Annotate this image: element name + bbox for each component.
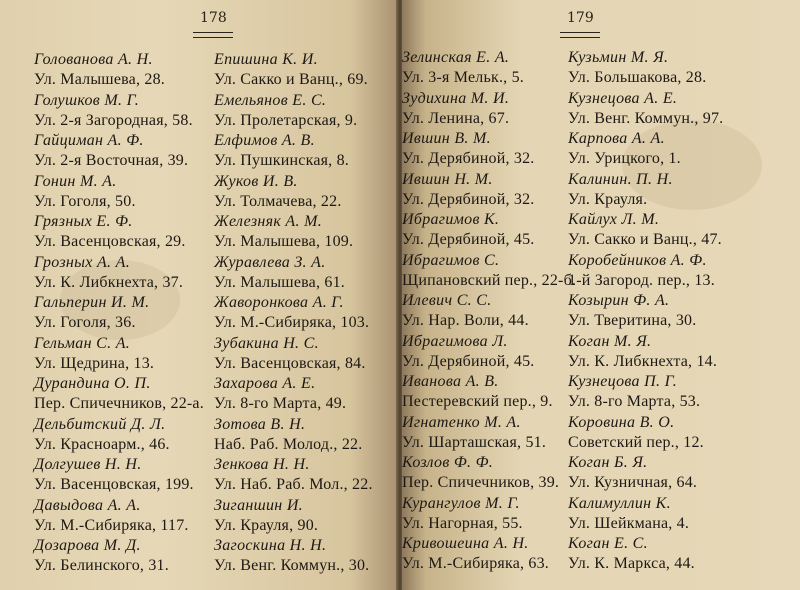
directory-entry-address: Ул. Малышева, 28. bbox=[34, 71, 165, 89]
directory-entry-address: Ул. Гоголя, 36. bbox=[34, 314, 136, 332]
directory-entry-address: Ул. Большакова, 28. bbox=[568, 69, 707, 87]
directory-entry-name: Елфимов А. В. bbox=[214, 132, 315, 149]
directory-entry-address: Ул. Толмачева, 22. bbox=[214, 192, 342, 210]
directory-entry-name: Коган Е. С. bbox=[568, 535, 648, 552]
directory-entry-name: Зиганшин И. bbox=[214, 496, 303, 514]
directory-entry-address: Ул. 8-го Марта, 53. bbox=[568, 393, 701, 411]
directory-entry-name: Карпова А. А. bbox=[568, 130, 665, 147]
directory-entry-name: Курангулов М. Г. bbox=[402, 494, 520, 512]
directory-entry-address: Ул. Шейкмана, 4. bbox=[568, 514, 690, 532]
directory-entry-address: Ул. 3-я Мельк., 5. bbox=[402, 69, 524, 87]
directory-entry-address: Наб. Раб. Молод., 22. bbox=[214, 435, 363, 453]
directory-entry-address: Ул. Ленина, 67. bbox=[402, 109, 510, 127]
directory-entry-address: Ул. Малышева, 61. bbox=[214, 273, 345, 291]
directory-entry-name: Игнатенко М. А. bbox=[402, 413, 521, 431]
directory-entry-address: Ул. Дерябиной, 45. bbox=[402, 352, 535, 370]
right-column-2 bbox=[568, 48, 723, 575]
directory-entry-name: Калимуллин К. bbox=[568, 494, 671, 512]
left-page bbox=[0, 0, 398, 590]
directory-entry-name: Зудихина М. И. bbox=[402, 89, 510, 107]
directory-entry-name: Козырин Ф. А. bbox=[568, 292, 670, 309]
right-page bbox=[402, 0, 800, 590]
directory-entry-name: Загоскина Н. Н. bbox=[214, 537, 327, 554]
directory-entry-name: Дозарова М. Д. bbox=[34, 537, 141, 554]
directory-entry-address: Ул. Тверитина, 30. bbox=[568, 312, 697, 330]
directory-entry-name: Коровина В. О. bbox=[568, 413, 675, 431]
directory-entry-name: Кузнецова П. Г. bbox=[568, 373, 678, 390]
directory-entry-address: Щипановский пер., 22-б. bbox=[402, 271, 577, 289]
directory-entry-address: Ул. Васенцовская, 84. bbox=[214, 354, 366, 372]
directory-entry-address: Ул. Венг. Коммун., 30. bbox=[214, 557, 370, 575]
directory-entry-name: Кузьмин М. Я. bbox=[568, 49, 669, 66]
directory-entry-address: Ул. Урицкого, 1. bbox=[568, 150, 681, 168]
directory-entry-address: Ул. Сакко и Ванц., 69. bbox=[214, 71, 368, 89]
directory-entry-name: Иванова А. В. bbox=[402, 373, 499, 390]
directory-entry-address: Ул. Крауля, 90. bbox=[214, 516, 319, 534]
directory-entry-name: Коган М. Я. bbox=[568, 332, 652, 350]
directory-entry-name: Долгушев Н. Н. bbox=[34, 456, 142, 473]
directory-entry-address: Пер. Спичечников, 39. bbox=[402, 474, 560, 492]
directory-entry-name: Грозных А. А. bbox=[34, 253, 131, 271]
directory-entry-name: Ившин Н. М. bbox=[402, 170, 493, 188]
directory-entry-name: Жуков И. В. bbox=[214, 172, 298, 190]
left-page-number: 178 bbox=[200, 10, 227, 26]
directory-entry-address: Советский пер., 12. bbox=[568, 433, 704, 451]
directory-entry-address: Ул. Нар. Воли, 44. bbox=[402, 312, 529, 330]
directory-entry-name: Дурандина О. П. bbox=[34, 375, 151, 392]
directory-entry-address: Ул. Сакко и Ванц., 47. bbox=[568, 231, 722, 249]
directory-entry-address: Ул. Шарташская, 51. bbox=[402, 433, 547, 451]
directory-entry-name: Гонин М. А. bbox=[34, 172, 117, 190]
directory-entry-name: Кривошеина А. Н. bbox=[402, 535, 529, 552]
directory-entry-name: Голушков М. Г. bbox=[34, 91, 140, 109]
directory-entry-name: Грязных Е. Ф. bbox=[34, 213, 133, 230]
directory-entry-name: Давыдова А. А. bbox=[34, 496, 141, 514]
directory-entry-name: Ибрагимов С. bbox=[402, 251, 500, 269]
directory-entry-name: Илевич С. С. bbox=[402, 292, 492, 309]
directory-entry-address: Ул. К. Либкнехта, 37. bbox=[34, 273, 184, 291]
directory-entry-name: Козлов Ф. Ф. bbox=[402, 454, 494, 471]
directory-entry-name: Железняк А. М. bbox=[214, 213, 323, 230]
directory-entry-address: Ул. Белинского, 31. bbox=[34, 557, 169, 575]
directory-entry-address: Ул. К. Маркса, 44. bbox=[568, 555, 695, 573]
directory-entry-address: Ул. М.-Сибиряка, 103. bbox=[214, 314, 370, 332]
directory-entry-address: Ул. Малышева, 109. bbox=[214, 233, 354, 251]
directory-entry-name: Голованова А. Н. bbox=[34, 51, 153, 68]
directory-entry-address: Ул. Кузничная, 64. bbox=[568, 474, 698, 492]
left-column-1 bbox=[34, 50, 204, 577]
directory-entry-name: Захарова А. Е. bbox=[214, 375, 316, 392]
directory-entry-name: Гальперин И. М. bbox=[34, 294, 150, 311]
directory-entry-address: Ул. Гоголя, 50. bbox=[34, 192, 136, 210]
directory-entry-name: Ившин В. М. bbox=[402, 130, 491, 147]
directory-entry-name: Ибрагимов К. bbox=[402, 211, 500, 228]
directory-entry-name: Кайлух Л. М. bbox=[568, 211, 660, 228]
directory-entry-name: Коробейников А. Ф. bbox=[568, 251, 707, 269]
directory-entry-address: Ул. 2-я Восточная, 39. bbox=[34, 152, 189, 170]
directory-entry-name: Гельман С. А. bbox=[34, 334, 131, 352]
directory-entry-address: Ул. Васенцовская, 199. bbox=[34, 476, 194, 494]
directory-entry-address: Ул. Дерябиной, 45. bbox=[402, 231, 535, 249]
directory-entry-address: Ул. Пролетарская, 9. bbox=[214, 111, 358, 129]
left-column-2 bbox=[214, 50, 373, 577]
directory-entry-name: Калинин. П. Н. bbox=[568, 170, 673, 188]
directory-entry-address: Ул. Нагорная, 55. bbox=[402, 514, 523, 532]
directory-entry-address: 1-й Загород. пер., 13. bbox=[568, 271, 715, 289]
directory-entry-address: Ул. 8-го Марта, 49. bbox=[214, 395, 347, 413]
right-header-rule bbox=[560, 32, 600, 38]
directory-entry-name: Дельбитский Д. Л. bbox=[34, 415, 166, 433]
directory-entry-address: Ул. Дерябиной, 32. bbox=[402, 150, 535, 168]
directory-entry-name: Зелинская Е. А. bbox=[402, 49, 510, 66]
directory-entry-address: Ул. М.-Сибиряка, 117. bbox=[34, 516, 189, 534]
directory-entry-name: Епишина К. И. bbox=[214, 51, 318, 68]
directory-entry-name: Зенкова Н. Н. bbox=[214, 456, 310, 473]
directory-entry-address: Ул. Наб. Раб. Мол., 22. bbox=[214, 476, 373, 494]
directory-entry-address: Ул. 2-я Загородная, 58. bbox=[34, 111, 193, 129]
directory-entry-address: Ул. М.-Сибиряка, 63. bbox=[402, 555, 549, 573]
directory-entry-address: Ул. Васенцовская, 29. bbox=[34, 233, 186, 251]
right-column-1 bbox=[402, 48, 576, 575]
directory-entry-address: Пер. Спичечников, 22-а. bbox=[34, 395, 204, 413]
directory-entry-name: Гайциман А. Ф. bbox=[34, 132, 144, 149]
directory-entry-address: Пестеревский пер., 9. bbox=[402, 393, 553, 411]
directory-entry-name: Жаворонкова А. Г. bbox=[214, 294, 344, 311]
directory-entry-name: Кузнецова А. Е. bbox=[568, 89, 678, 107]
directory-entry-name: Ибрагимова Л. bbox=[402, 332, 508, 350]
directory-entry-address: Ул. Дерябиной, 32. bbox=[402, 190, 535, 208]
left-header-rule bbox=[193, 32, 233, 38]
directory-entry-name: Зотова В. Н. bbox=[214, 415, 306, 433]
directory-entry-name: Зубакина Н. С. bbox=[214, 334, 319, 352]
directory-entry-address: Ул. Крауля. bbox=[568, 190, 648, 208]
directory-entry-name: Емельянов Е. С. bbox=[214, 91, 327, 109]
directory-entry-name: Журавлева З. А. bbox=[214, 253, 326, 271]
directory-entry-address: Ул. Пушкинская, 8. bbox=[214, 152, 349, 170]
directory-entry-address: Ул. Венг. Коммун., 97. bbox=[568, 109, 724, 127]
directory-entry-address: Ул. Красноарм., 46. bbox=[34, 435, 170, 453]
right-page-number: 179 bbox=[567, 10, 594, 26]
directory-entry-name: Коган Б. Я. bbox=[568, 454, 648, 471]
directory-entry-address: Ул. К. Либкнехта, 14. bbox=[568, 352, 718, 370]
directory-entry-address: Ул. Щедрина, 13. bbox=[34, 354, 155, 372]
